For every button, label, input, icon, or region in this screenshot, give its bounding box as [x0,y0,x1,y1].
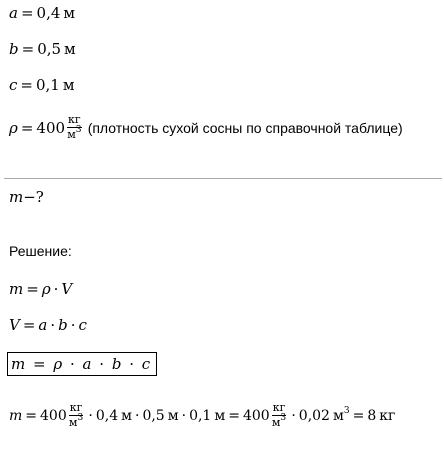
value-a: 0,4 [36,4,61,22]
calc-result-value: 8 [367,407,377,424]
term: a [82,355,92,373]
calc-rho-value-2: 400 [242,407,270,424]
formula-final [7,352,157,376]
calc-c-unit: м [214,407,226,424]
equals-sign: = [20,4,34,22]
value-c: 0,1 [35,76,60,94]
var-b: b [9,40,19,58]
unit-denominator: $м^3$ [67,125,82,141]
density-unit-fraction [67,114,82,141]
density-unit-fraction-2 [272,402,287,429]
equals-sign: = [26,280,39,298]
formula-mass [9,280,72,298]
term: b [58,316,68,334]
term: b [111,355,122,373]
calc-b-unit: м [167,407,179,424]
dot-operator: · [69,355,75,373]
unit-denominator: $м^3$ [68,413,84,429]
given-divider [4,178,442,179]
var-a: a [9,4,18,22]
equals-sign: = [20,76,33,94]
unit-denominator: $м^3$ [271,413,287,429]
find-question: −? [23,188,44,206]
dot-operator: · [181,407,187,424]
equals-sign: = [25,407,38,424]
formula-lhs: m [11,355,26,373]
dot-operator: · [135,407,140,424]
dot-operator: · [50,316,56,334]
value-b: 0,5 [37,40,62,58]
calc-b-value: 0,5 [142,407,165,424]
equals-sign: = [20,118,34,137]
solution-heading: Решение: [9,243,72,259]
calc-volume-value: 0,02 [298,407,330,424]
calc-a-unit: м [121,407,132,424]
unit-c: м [62,76,75,94]
unit-a: м [63,4,76,22]
given-rho [9,114,403,141]
dot-operator: · [99,355,105,373]
density-note: (плотность сухой сосны по справочной таблице) [87,119,403,136]
var-rho: ρ [9,118,18,137]
calc-lhs: m [9,407,23,424]
term: ρ [41,280,51,298]
var-c: c [9,76,18,94]
calculation-line [9,402,395,429]
term: c [78,316,87,334]
formula-lhs: V [9,316,20,334]
equals-sign: = [33,355,46,373]
dot-operator: · [53,280,59,298]
unit-numerator: кг [69,401,83,414]
term: V [61,280,73,298]
var-m: m [9,188,24,206]
unit-numerator: кг [272,401,286,414]
dot-operator: · [291,407,296,424]
term: c [141,355,151,373]
unit-b: м [64,40,76,58]
equals-sign: = [228,407,240,424]
dot-operator: · [70,316,76,334]
find-line [9,188,44,206]
unit-numerator: кг [68,113,81,126]
calc-c-value: 0,1 [189,407,212,424]
density-unit-fraction [69,402,84,429]
value-rho: 400 [36,118,66,137]
dot-operator: · [88,407,93,424]
equals-sign: = [21,40,35,58]
term: ρ [53,355,63,373]
calc-a-value: 0,4 [95,407,119,424]
equals-sign: = [22,316,36,334]
given-b [9,40,76,58]
boxed-formula [7,352,157,376]
formula-volume [9,316,87,334]
calc-rho-value: 400 [40,407,67,424]
given-c [9,76,75,94]
formula-lhs: m [9,280,24,298]
term: a [38,316,48,334]
equals-sign: = [352,407,365,424]
calc-volume-unit: $м^3$ [332,405,350,424]
dot-operator: · [129,355,135,373]
given-a [9,4,75,22]
calc-result-unit: кг [379,407,396,424]
